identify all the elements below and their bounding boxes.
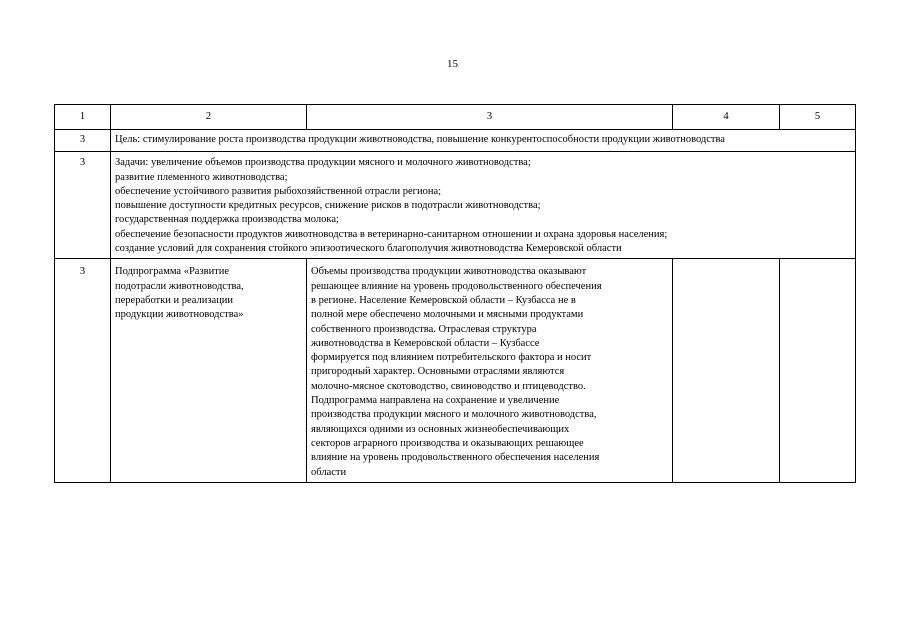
subprogram-description	[307, 259, 673, 482]
description-line: Объемы производства продукции животноводства оказывают	[311, 266, 587, 278]
page-number: 15	[447, 58, 458, 70]
subprogram-name-line: Подпрограмма «Развитие	[115, 266, 230, 278]
subprogram-name-line: продукции животноводства»	[115, 309, 244, 321]
task-line: обеспечение устойчивого развития рыбохозяйственной отрасли региона;	[115, 185, 442, 197]
task-line: обеспечение безопасности продуктов животноводства в ветеринарно-санитарном отношении и охрана здоровья населения;	[115, 228, 668, 240]
description-line: Подпрограмма направлена на сохранение и увеличение	[311, 395, 560, 407]
description-line: влияние на уровень продовольственного обеспечения населения	[311, 452, 600, 464]
description-line: животноводства в Кемеровской области – Кузбассе	[311, 337, 540, 349]
subprogram-name	[111, 259, 307, 482]
tasks-row	[55, 152, 856, 259]
description-line: производства продукции мясного и молочного животноводства,	[311, 409, 597, 421]
tasks-row-number: 3	[55, 152, 111, 259]
subprogram-col-5	[780, 259, 856, 482]
goal-text: Цель: стимулирование роста производства продукции животноводства, повышение конкурентоспособности продукции животноводства	[111, 130, 856, 152]
subprogram-name-line: переработки и реализации	[115, 294, 234, 306]
goal-row	[55, 130, 856, 152]
description-line: решающее влияние на уровень продовольственного обеспечения	[311, 280, 602, 292]
header-cell-1: 1	[55, 105, 111, 130]
subprogram-col-4	[673, 259, 780, 482]
description-line: молочно-мясное скотоводство, свиноводство и птицеводство.	[311, 380, 586, 392]
description-line: пригородный характер. Основными отраслями являются	[311, 366, 565, 378]
program-table	[54, 104, 856, 483]
table-header-row	[55, 105, 856, 130]
task-line: государственная поддержка производства молока;	[115, 214, 339, 226]
description-line: собственного производства. Отраслевая структура	[311, 323, 537, 335]
task-line: повышение доступности кредитных ресурсов, снижение рисков в подотрасли животноводства;	[115, 200, 541, 212]
header-cell-3: 3	[307, 105, 673, 130]
description-line: полной мере обеспечено молочными и мясными продуктами	[311, 309, 584, 321]
description-line: области	[311, 466, 347, 478]
header-cell-2: 2	[111, 105, 307, 130]
goal-row-number: 3	[55, 130, 111, 152]
description-line: являющихся одними из основных жизнеобеспечивающих	[311, 423, 570, 435]
description-line: секторов аграрного производства и оказывающих решающее	[311, 437, 584, 449]
description-line: формируется под влиянием потребительского фактора и носит	[311, 352, 592, 364]
subprogram-row	[55, 259, 856, 482]
subprogram-name-line: подотрасли животноводства,	[115, 280, 244, 292]
tasks-text	[111, 152, 856, 259]
description-line: в регионе. Население Кемеровской области – Кузбасса не в	[311, 294, 576, 306]
task-line: Задачи: увеличение объемов производства продукции мясного и молочного животноводства;	[115, 157, 531, 169]
task-line: развитие племенного животноводства;	[115, 171, 288, 183]
task-line: создание условий для сохранения стойкого эпизоотического благополучия животноводства Кемеровской области	[115, 243, 622, 255]
header-cell-5: 5	[780, 105, 856, 130]
header-cell-4: 4	[673, 105, 780, 130]
subprogram-row-number: 3	[55, 259, 111, 482]
